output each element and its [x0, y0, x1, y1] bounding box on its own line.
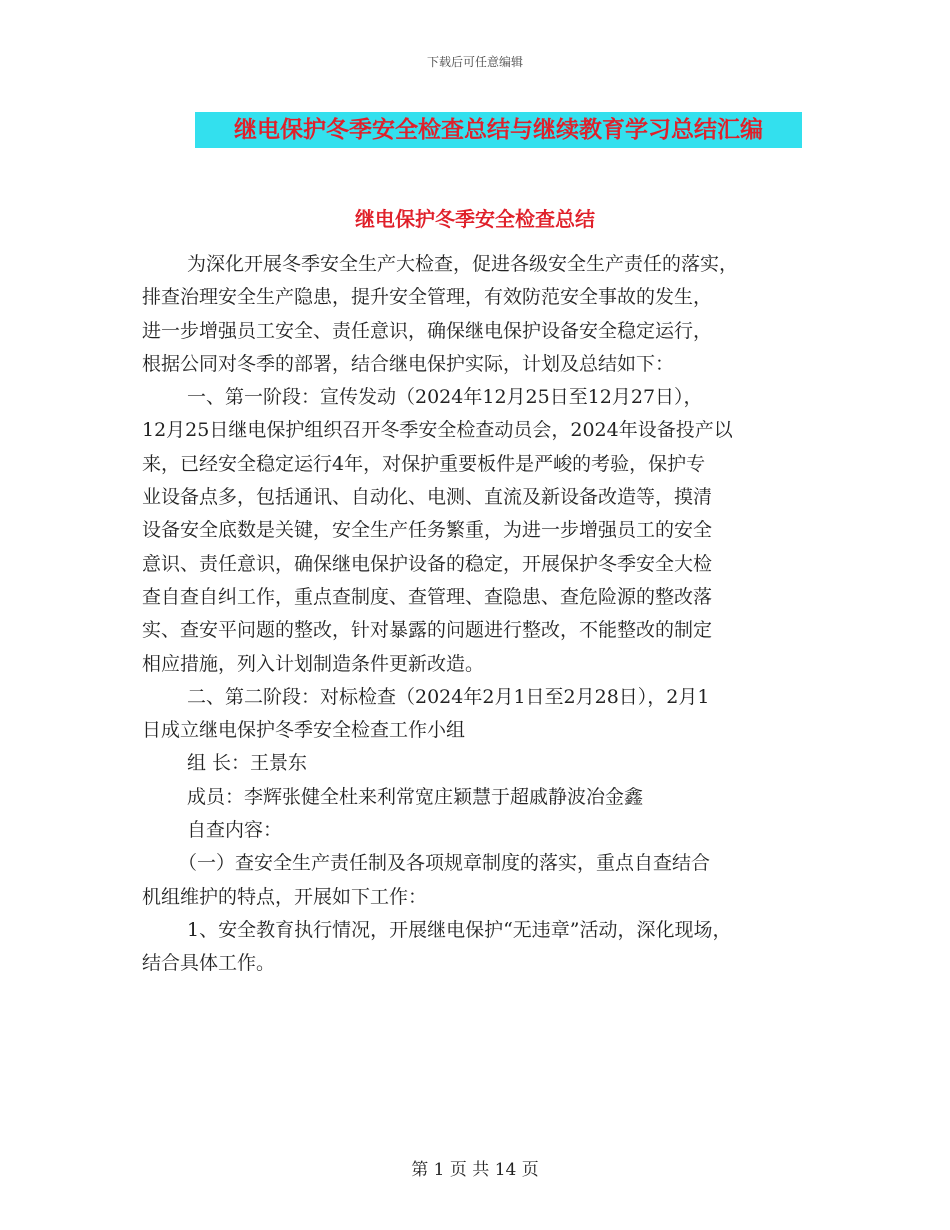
- paragraph-line: 进一步增强员工安全、责任意识，确保继电保护设备安全稳定运行，: [142, 319, 713, 342]
- paragraph-line: 意识、责任意识，确保继电保护设备的稳定，开展保护冬季安全大检: [142, 552, 713, 575]
- paragraph-line: 结合具体工作。: [142, 952, 276, 975]
- document-title: 继电保护冬季安全检查总结与继续教育学习总结汇编: [195, 112, 802, 148]
- paragraph-line: 自查内容：: [187, 819, 283, 842]
- paragraph-line: 排查治理安全生产隐患，提升安全管理，有效防范安全事故的发生，: [142, 286, 713, 309]
- paragraph-line: 一、第一阶段：宣传发动（2024年12月25日至12月27日），: [187, 386, 703, 409]
- paragraph-line: 机组维护的特点，开展如下工作：: [142, 885, 428, 908]
- paragraph-line: （一）查安全生产责任制及各项规章制度的落实，重点自查结合: [178, 852, 711, 875]
- team-leader-line: 组 长：王景东: [187, 752, 308, 775]
- paragraph-line: 1、安全教育执行情况，开展继电保护“无违章”活动，深化现场，: [187, 918, 732, 941]
- paragraph-line: 为深化开展冬季安全生产大检查，促进各级安全生产责任的落实，: [187, 253, 739, 275]
- page-number: 第 1 页 共 14 页: [411, 1160, 539, 1180]
- paragraph-line: 查自查自纠工作，重点查制度、查管理、查隐患、查危险源的整改落: [142, 585, 713, 608]
- document-body: [142, 248, 814, 981]
- paragraph-line: 来，已经安全稳定运行4年，对保护重要板件是严峻的考验，保护专: [142, 452, 706, 475]
- paragraph-line: 12月25日继电保护组织召开冬季安全检查动员会，2024年设备投产以: [142, 419, 733, 442]
- paragraph-line: 根据公同对冬季的部署，结合继电保护实际，计划及总结如下：: [142, 352, 675, 375]
- section-title: 继电保护冬季安全检查总结: [355, 207, 595, 231]
- paragraph-line: 日成立继电保护冬季安全检查工作小组: [142, 719, 466, 742]
- page-header-note: 下载后可任意编辑: [426, 55, 523, 69]
- paragraph-line: 相应措施，列入计划制造条件更新改造。: [142, 652, 485, 675]
- paragraph-line: 实、查安平问题的整改，针对暴露的问题进行整改，不能整改的制定: [142, 619, 713, 642]
- paragraph-line: 设备安全底数是关键，安全生产任务繁重，为进一步增强员工的安全: [142, 519, 713, 542]
- paragraph-line: 业设备点多，包括通讯、自动化、电测、直流及新设备改造等，摸清: [142, 486, 713, 509]
- paragraph-line: 二、第二阶段：对标检查（2024年2月1日至2月28日），2月1: [187, 685, 710, 708]
- team-members-line: 成员：李辉张健全杜来利常宽庄颖慧于超戚静波冶金鑫: [187, 785, 644, 808]
